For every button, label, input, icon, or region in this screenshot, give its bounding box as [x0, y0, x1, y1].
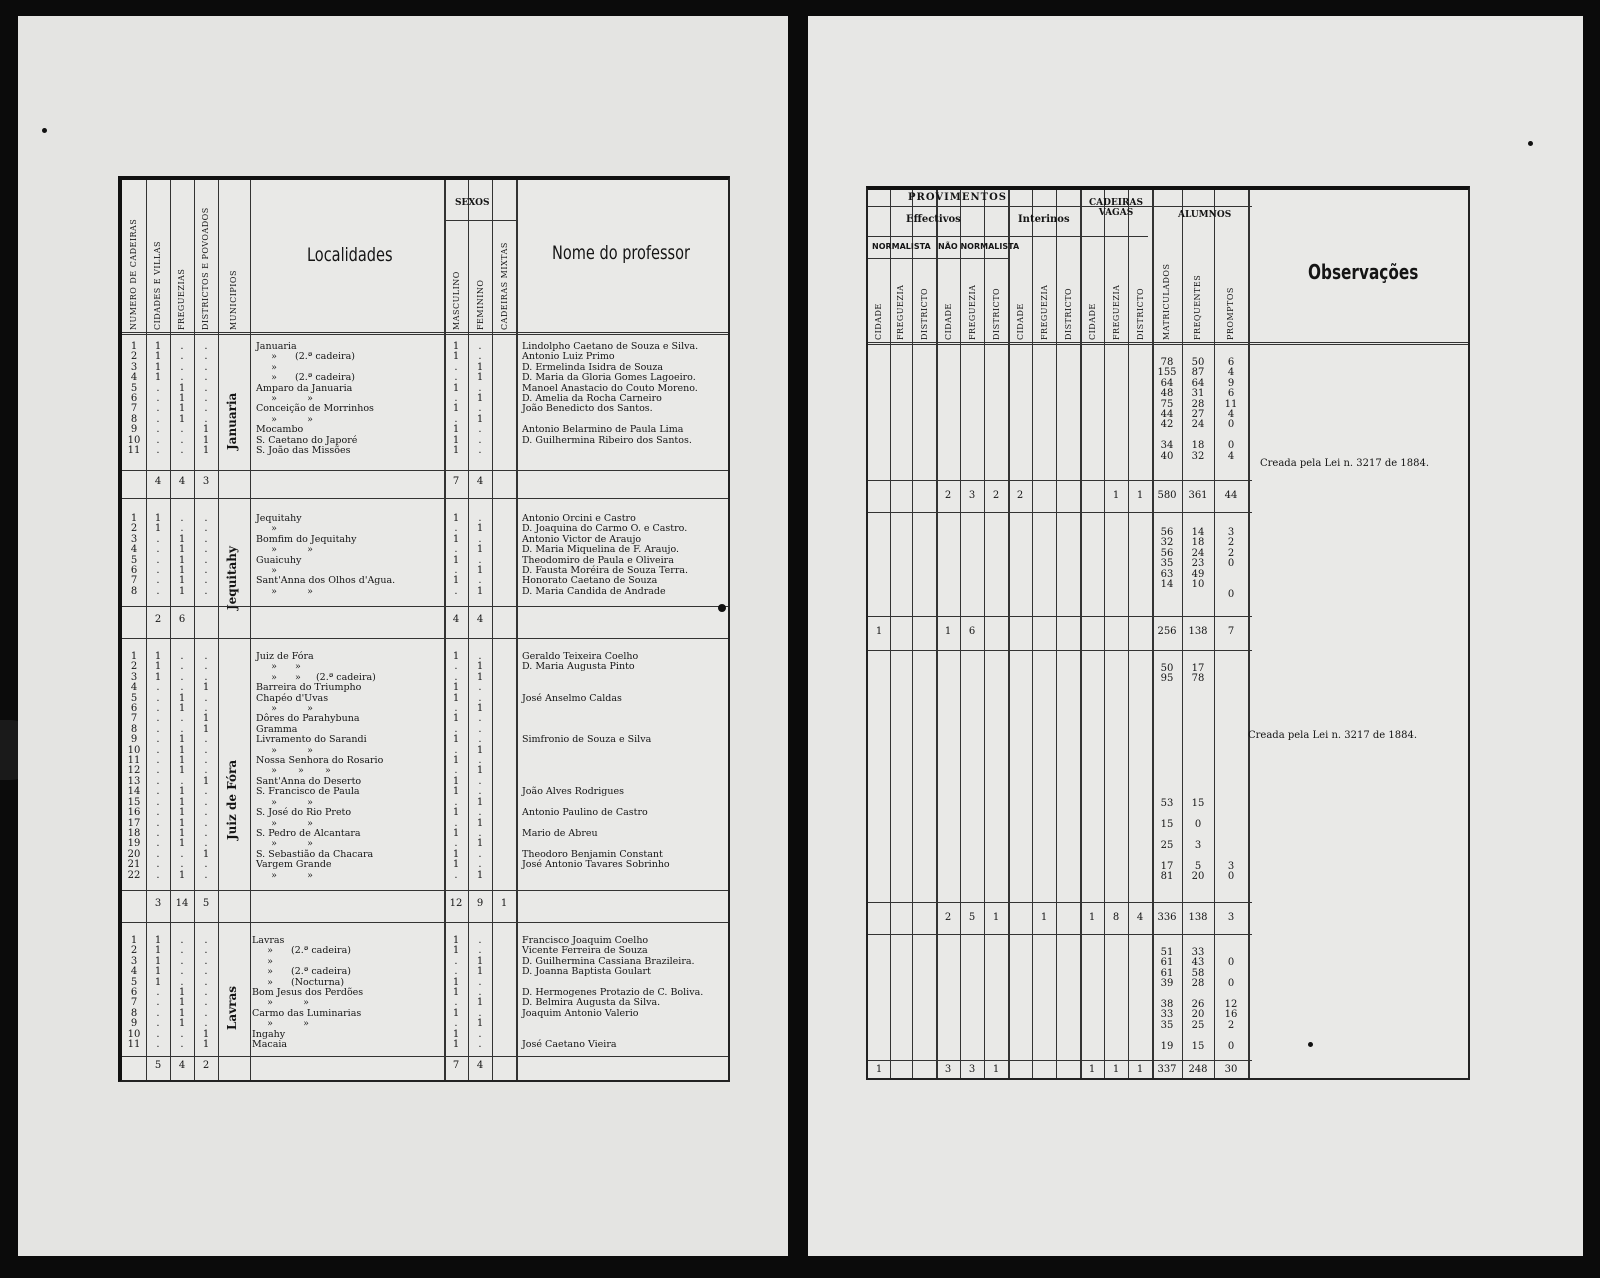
januaria-total-masculino: 7 — [452, 476, 460, 487]
juizdefora-total-feminino: 9 — [476, 898, 484, 909]
header-freguezia-2: FREGUEZIA — [968, 284, 977, 340]
januaria-total-districtos: 3 — [202, 476, 210, 487]
header-cidade-3: CIDADE — [1016, 303, 1025, 340]
s4-total-3: 3 — [944, 1064, 952, 1075]
s1-total-3: 2 — [944, 490, 952, 501]
januaria-total-cidades: 4 — [154, 476, 162, 487]
s2-total-4: 6 — [968, 626, 976, 637]
juizdefora-professores: Geraldo Teixeira Coelho D. Maria Augusta Pinto José Anselmo Caldas Simfronio de Souza e Silva João Alves Rodrigues Antonio Paulino de Castro Mario de Abreu Theodoro Benjamin Constant José Antonio Tavares Sobrinho — [522, 651, 670, 871]
header-cadeiras-vagas: CADEIRAS VAGAS — [1089, 198, 1143, 218]
s3-total-freq: 138 — [1188, 912, 1208, 923]
juizdefora-districtos: . . . 1 . . 1 1 . . . . 1 . . . . . . 1 . . — [202, 651, 210, 881]
januaria-freguezias: . . . . 1 1 1 1 . . . — [178, 341, 186, 457]
s1-total-10: 1 — [1112, 490, 1120, 501]
header-localidades: Localidades — [307, 244, 393, 266]
s3-total-prompt: 3 — [1227, 912, 1235, 923]
januaria-cidades: 1 1 1 1 . . . . . . . — [154, 341, 162, 457]
juizdefora-total-freguezias: 14 — [175, 898, 189, 909]
header-alumnos: ALUMNOS — [1178, 210, 1232, 220]
s3-total-10: 8 — [1112, 912, 1120, 923]
s4-total-10: 1 — [1112, 1064, 1120, 1075]
januaria-districtos: . . . . . . . . 1 1 1 — [202, 341, 210, 457]
header-masculino: MASCULINO — [452, 271, 461, 330]
header-promptos: PROMPTOS — [1226, 287, 1235, 340]
juizdefora-numbers: 1 2 3 4 5 6 7 8 9 10 11 12 13 14 15 16 17 18 19 20 21 22 — [127, 651, 141, 881]
header-matriculados: MATRICULADOS — [1162, 263, 1171, 340]
jequitahy-total-freguezias: 6 — [178, 614, 186, 625]
header-freguezias: FREGUEZIAS — [177, 268, 186, 330]
jequitahy-localidades: Jequitahy » Bomfim do Jequitahy » » Guaicuhy » Sant'Anna dos Olhos d'Agua. » » — [256, 513, 396, 597]
juizdefora-total-districtos: 5 — [202, 898, 210, 909]
header-cidades: CIDADES E VILLAS — [153, 241, 162, 330]
right-page — [808, 16, 1583, 1256]
lavras-total-districtos: 2 — [202, 1060, 210, 1071]
s1-total-prompt: 44 — [1224, 490, 1238, 501]
jequitahy-professores: Antonio Orcini e Castro D. Joaquina do Carmo O. e Castro. Antonio Victor de Araujo D. Maria Miquelina de F. Araujo. Theodomiro de Paula e Oliveira D. Fausta Moréira de Souza Terra. Honorato Caetano de Souza D. Maria Candida de Andrade — [522, 513, 689, 597]
header-districto-4: DISTRICTO — [1136, 287, 1145, 340]
januaria-numbers: 1 2 3 4 5 6 7 8 9 10 11 — [127, 341, 141, 457]
s4-promptos: 0 0 12 16 2 0 — [1224, 957, 1238, 1052]
s4-total-4: 3 — [968, 1064, 976, 1075]
header-numero: NUMERO DE CADEIRAS — [129, 218, 138, 330]
s4-total-9: 1 — [1088, 1064, 1096, 1075]
provisions-table — [866, 186, 1470, 1080]
jequitahy-total-cidades: 2 — [154, 614, 162, 625]
s4-total-11: 1 — [1136, 1064, 1144, 1075]
januaria-total-feminino: 4 — [476, 476, 484, 487]
s3-promptos: 3 0 — [1227, 860, 1235, 883]
s1-total-4: 3 — [968, 490, 976, 501]
jequitahy-numbers: 1 2 3 4 5 6 7 8 — [130, 513, 138, 597]
municipio-januaria: Januaria — [225, 392, 239, 450]
s1-total-matric: 580 — [1157, 490, 1177, 501]
jequitahy-districtos: . . . . . . . . — [204, 513, 208, 597]
januaria-total-freguezias: 4 — [178, 476, 186, 487]
lavras-total-masculino: 7 — [452, 1060, 460, 1071]
s1-matriculados: 78 155 64 48 75 44 42 34 40 — [1157, 357, 1177, 462]
s2-total-0: 1 — [875, 626, 883, 637]
s2-frequentes: 14 18 24 23 49 10 — [1191, 527, 1205, 591]
s3-total-4: 5 — [968, 912, 976, 923]
header-districto-2: DISTRICTO — [992, 287, 1001, 340]
juizdefora-masculino: 1 . . 1 1 . 1 . 1 . 1 . 1 1 . 1 . 1 . 1 1 . — [452, 651, 460, 881]
s4-total-freq: 248 — [1188, 1064, 1208, 1075]
s3-total-matric: 336 — [1157, 912, 1177, 923]
jequitahy-total-feminino: 4 — [476, 614, 484, 625]
s2-total-freq: 138 — [1188, 626, 1208, 637]
header-sexos: SEXOS — [455, 198, 490, 208]
s2-total-matric: 256 — [1157, 626, 1177, 637]
juizdefora-freguezias: . . . . 1 1 . . 1 1 1 1 . 1 1 1 1 1 1 . . 1 — [178, 651, 186, 881]
municipio-juiz-de-fora: Juiz de Fóra — [225, 759, 239, 840]
s3-total-3: 2 — [944, 912, 952, 923]
header-nao-normalista: NÃO NORMALISTA — [938, 242, 1020, 251]
januaria-feminino: . . 1 1 . 1 . 1 . . . — [476, 341, 484, 457]
lavras-districtos: . . . . . . . . . 1 1 — [202, 935, 210, 1051]
lavras-masculino: 1 1 . . 1 1 . 1 . 1 1 — [452, 935, 460, 1051]
s1-promptos: 6 4 9 6 11 4 0 0 4 — [1224, 357, 1238, 462]
header-professor: Nome do professor — [552, 242, 690, 264]
lavras-cidades: 1 1 1 1 1 . . . . . . — [154, 935, 162, 1051]
juizdefora-localidades: Juiz de Fóra » » » » (2.ª cadeira) Barreira do Triumpho Chapéo d'Uvas » » Dôres do Parahybuna Gramma Livramento do Sarandi » » Nossa Senhora do Rosario » » » Sant'Anna do Deserto S. Francisco de Paula » » S. José do Rio Preto » » S. Pedro de Alcantara » » S. Sebastião da Chacara Vargem Grande » » — [256, 651, 384, 881]
juizdefora-cidades: 1 1 1 . . . . . . . . . . . . . . . . . . . — [154, 651, 162, 881]
left-page — [18, 16, 788, 1256]
header-mixtas: CADEIRAS MIXTAS — [500, 242, 509, 330]
header-normalista: NORMALISTA — [872, 242, 931, 251]
juizdefora-total-masculino: 12 — [449, 898, 463, 909]
januaria-professores: Lindolpho Caetano de Souza e Silva. Antonio Luiz Primo D. Ermelinda Isidra de Souza D. Maria da Gloria Gomes Lagoeiro. Manoel Anastacio do Couto Moreno. D. Amelia da Rocha Carneiro João Benedicto dos Santos. Antonio Belarmino de Paula Lima D. Guilhermina Ribeiro dos Santos. — [522, 341, 699, 446]
s1-total-5: 2 — [992, 490, 1000, 501]
header-freguezia-3: FREGUEZIA — [1040, 284, 1049, 340]
s4-total-matric: 337 — [1157, 1064, 1177, 1075]
s4-frequentes: 33 43 58 28 26 20 25 15 — [1191, 947, 1205, 1052]
s2-total-prompt: 7 — [1227, 626, 1235, 637]
header-freguezia-1: FREGUEZIA — [896, 284, 905, 340]
s2-matriculados: 56 32 56 35 63 14 — [1160, 527, 1174, 591]
header-districtos: DISTRICTOS E POVOADOS — [201, 207, 210, 330]
jequitahy-feminino: . 1 . 1 . 1 . 1 — [476, 513, 484, 597]
lavras-total-feminino: 4 — [476, 1060, 484, 1071]
lavras-localidades: Lavras » (2.ª cadeira) » » (2.ª cadeira) » (Nocturna) Bom Jesus dos Perdões » » Carmo das Luminarias » » Ingahy Macaia — [252, 935, 364, 1051]
lavras-total-freguezias: 4 — [178, 1060, 186, 1071]
jequitahy-total-masculino: 4 — [452, 614, 460, 625]
s2-total-3: 1 — [944, 626, 952, 637]
lavras-freguezias: . . . . . 1 1 1 1 . . — [178, 935, 186, 1051]
s3-matriculados: 50 95 53 15 25 17 81 — [1160, 663, 1174, 883]
header-cidade-1: CIDADE — [874, 303, 883, 340]
jequitahy-freguezias: . . 1 1 1 1 1 1 — [178, 513, 186, 597]
header-observacoes: Observações — [1308, 260, 1419, 284]
header-interinos: Interinos — [1018, 214, 1070, 225]
s1-frequentes: 50 87 64 31 28 27 24 18 32 — [1191, 357, 1205, 462]
s3-total-11: 4 — [1136, 912, 1144, 923]
s3-total-5: 1 — [992, 912, 1000, 923]
s4-matriculados: 51 61 61 39 38 33 35 19 — [1160, 947, 1174, 1052]
s1-total-6: 2 — [1016, 490, 1024, 501]
lavras-professores: Francisco Joaquim Coelho Vicente Ferreira de Souza D. Guilhermina Cassiana Brazileira. D. Joanna Baptista Goulart D. Hermogenes Protazio de C. Boliva. D. Belmira Augusta da Silva. Joaquim Antonio Valerio José Caetano Vieira — [522, 935, 704, 1051]
s3-total-9: 1 — [1088, 912, 1096, 923]
municipio-jequitahy: Jequitahy — [225, 545, 239, 610]
juizdefora-total-cidades: 3 — [154, 898, 162, 909]
header-frequentes: FREQUENTES — [1193, 274, 1202, 340]
header-cidade-4: CIDADE — [1088, 303, 1097, 340]
lavras-feminino: . . 1 1 . . 1 . 1 . . — [476, 935, 484, 1051]
lavras-total-cidades: 5 — [154, 1060, 162, 1071]
s3-observacao: Creada pela Lei n. 3217 de 1884. — [1248, 730, 1417, 741]
header-municipios: MUNICIPIOS — [229, 270, 238, 330]
jequitahy-cidades: 1 1 . . . . . . — [154, 513, 162, 597]
s1-observacao: Creada pela Lei n. 3217 de 1884. — [1260, 458, 1429, 469]
s2-promptos: 3 2 2 0 0 — [1227, 527, 1235, 601]
s4-total-prompt: 30 — [1224, 1064, 1238, 1075]
s4-total-0: 1 — [875, 1064, 883, 1075]
januaria-localidades: Januaria » (2.ª cadeira) » » (2.ª cadeira) Amparo da Januaria » » Conceição de Morrinhos » » Mocambo S. Caetano do Japoré S. João das Missões — [256, 341, 374, 457]
municipio-lavras: Lavras — [225, 985, 239, 1030]
header-cidade-2: CIDADE — [944, 303, 953, 340]
januaria-masculino: 1 1 . . 1 . 1 . 1 1 1 — [452, 341, 460, 457]
header-feminino: FEMININO — [476, 279, 485, 330]
header-districto-1: DISTRICTO — [920, 287, 929, 340]
juizdefora-total-mixtas: 1 — [500, 898, 508, 909]
s3-frequentes: 17 78 15 0 3 5 20 — [1191, 663, 1205, 883]
header-freguezia-4: FREGUEZIA — [1112, 284, 1121, 340]
header-provimentos: PROVIMENTOS — [908, 192, 1008, 203]
lavras-numbers: 1 2 3 4 5 6 7 8 9 10 11 — [127, 935, 141, 1051]
header-districto-3: DISTRICTO — [1064, 287, 1073, 340]
s4-total-5: 1 — [992, 1064, 1000, 1075]
teachers-table — [118, 176, 730, 1082]
s3-total-7: 1 — [1040, 912, 1048, 923]
juizdefora-feminino: . 1 1 . . 1 . . . 1 . 1 . . 1 . 1 . 1 . . 1 — [476, 651, 484, 881]
jequitahy-masculino: 1 . 1 . 1 . 1 . — [452, 513, 460, 597]
header-effectivos: Effectivos — [906, 214, 961, 225]
s1-total-freq: 361 — [1188, 490, 1208, 501]
s1-total-11: 1 — [1136, 490, 1144, 501]
